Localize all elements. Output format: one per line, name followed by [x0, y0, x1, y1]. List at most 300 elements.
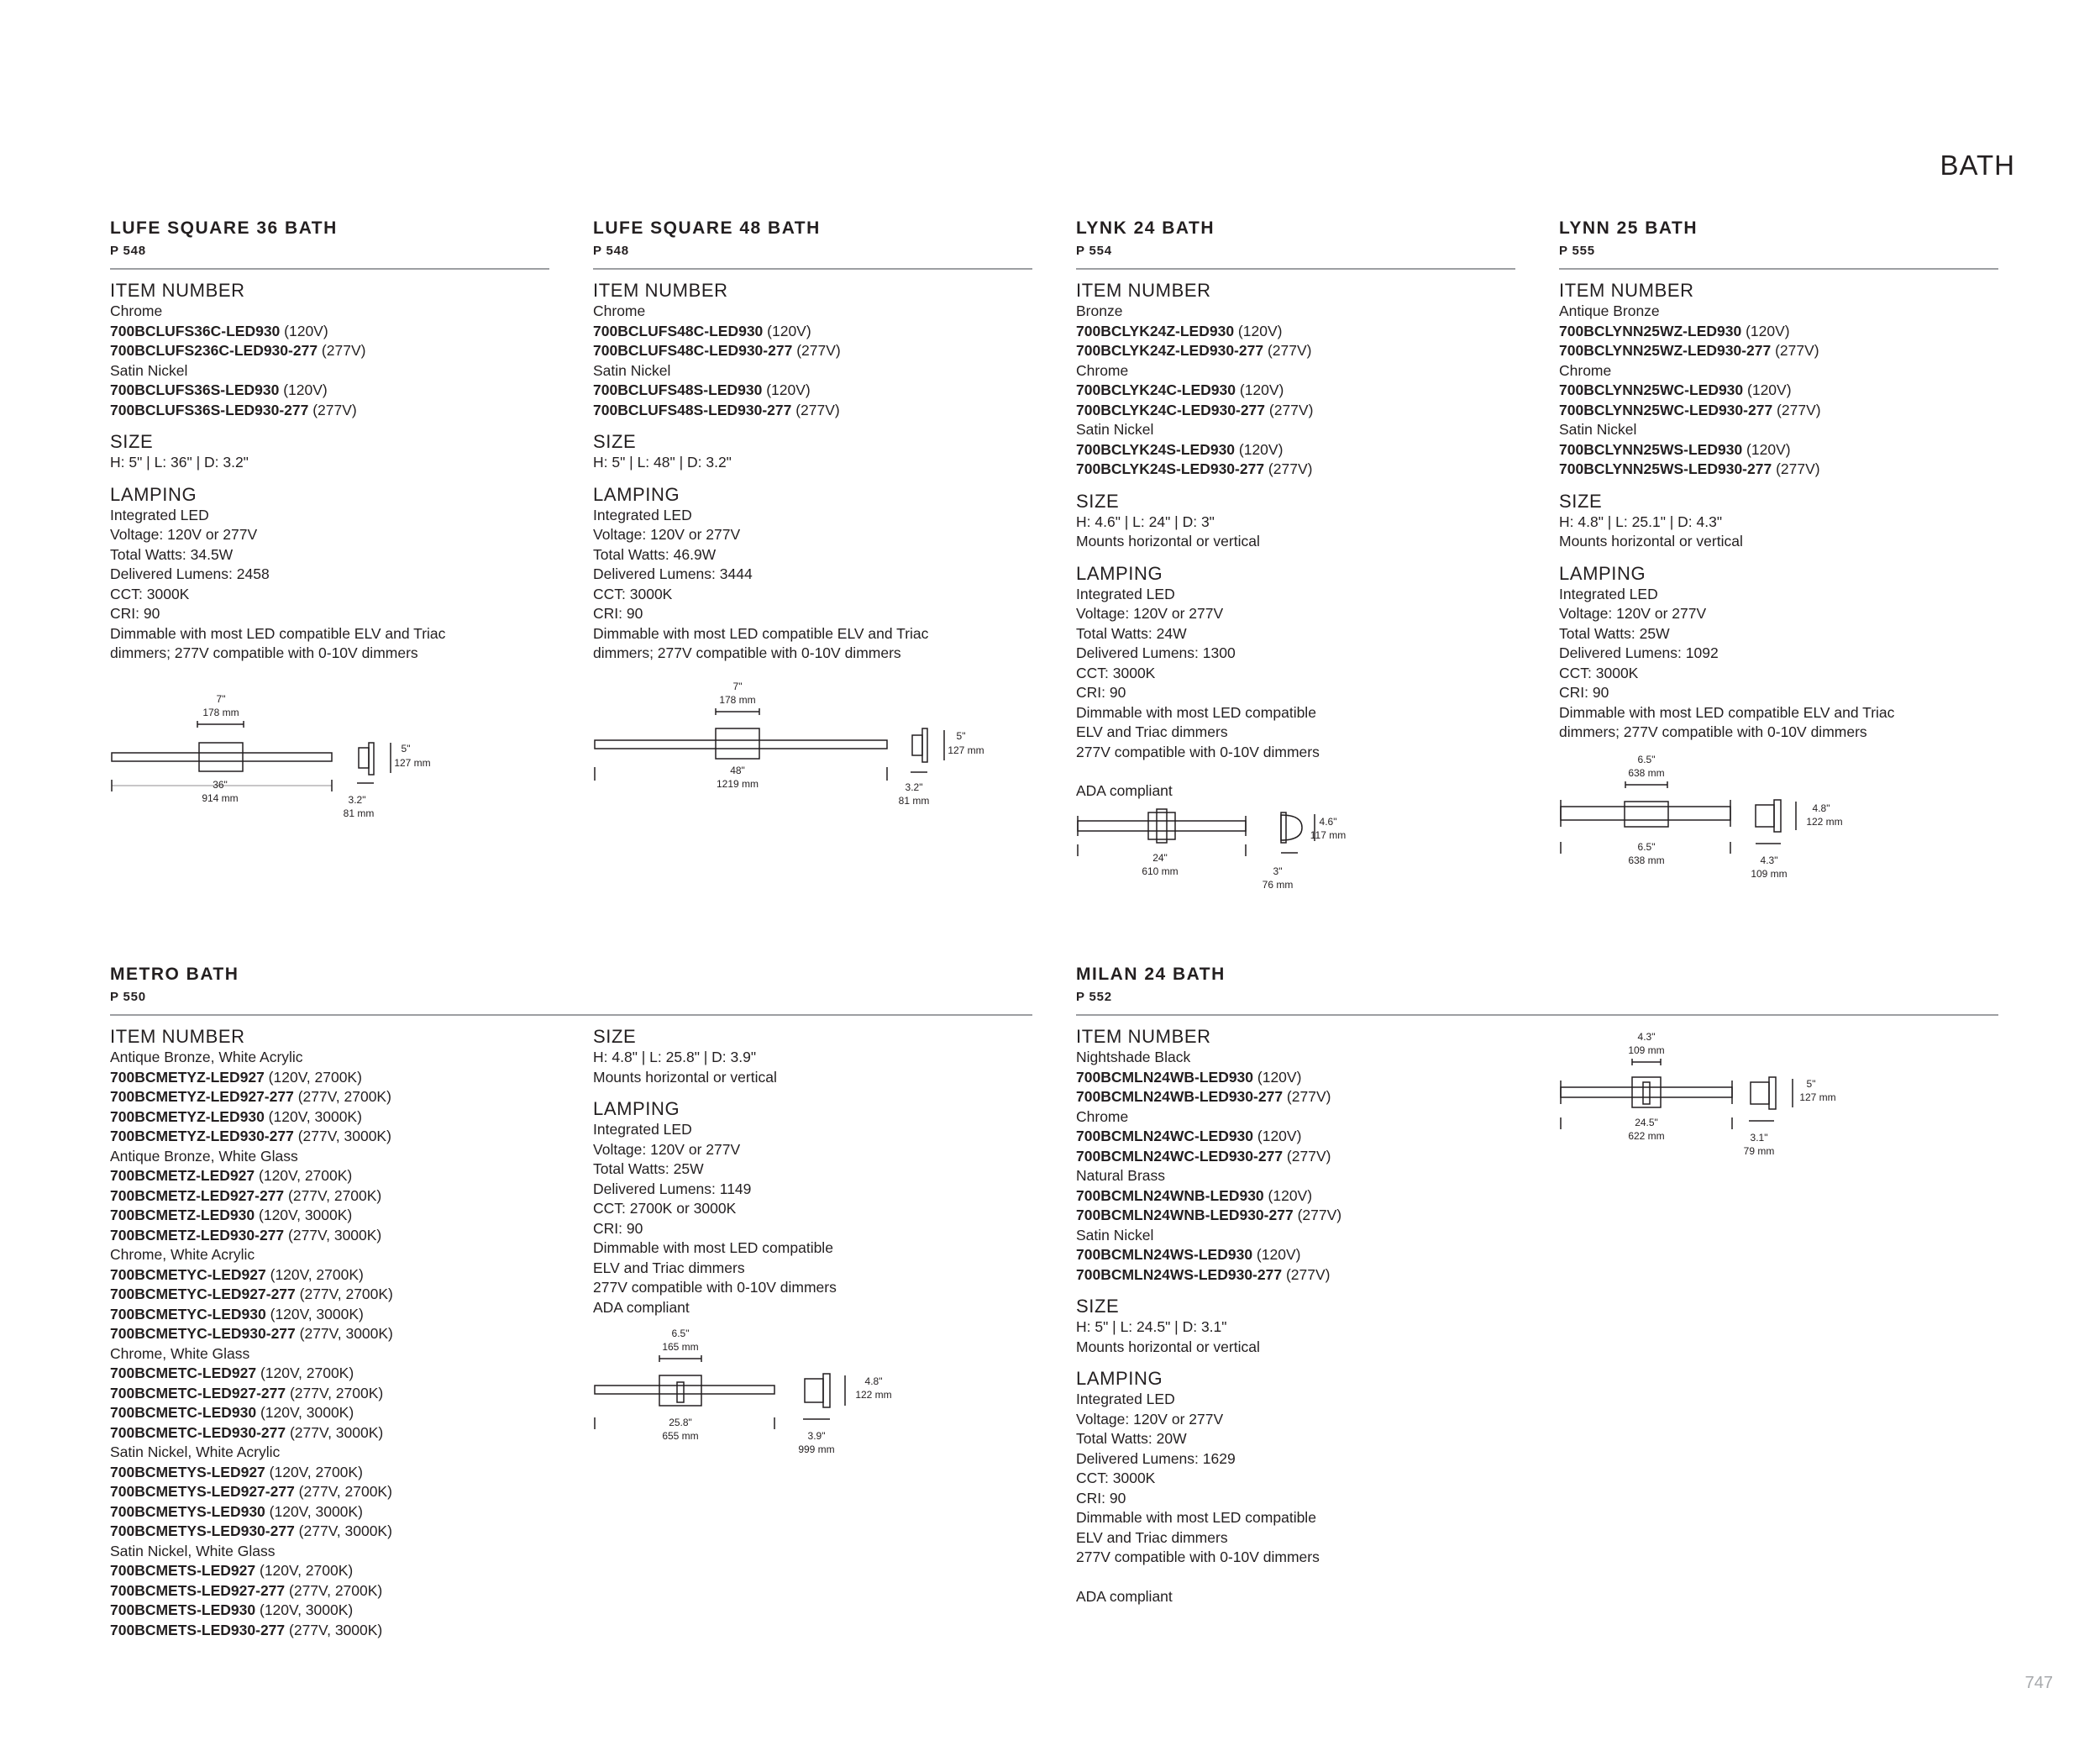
item-spec: (277V) — [1293, 1207, 1342, 1223]
item-list — [110, 302, 549, 420]
dim-depth-inches: 3" — [1273, 865, 1283, 877]
finish-label: Bronze — [1076, 302, 1123, 319]
spec-line: 277V compatible with 0-10V dimmers — [1076, 743, 1320, 760]
item-number-row — [593, 401, 1032, 421]
item-number-row — [593, 341, 1032, 361]
item-code: 700BCMETZ-LED927-277 — [110, 1186, 285, 1204]
spec-line: Voltage: 120V or 277V — [593, 526, 741, 543]
dim-top-inches: 6.5" — [671, 1328, 690, 1339]
finish-label: Satin Nickel — [1559, 421, 1637, 438]
spec-line: Voltage: 120V or 277V — [1076, 1410, 1224, 1428]
item-code: 700BCLUFS36S-LED930 — [110, 381, 280, 398]
item-number-row — [1559, 440, 1998, 460]
item-code: 700BCLYK24S-LED930-277 — [1076, 460, 1265, 477]
spec-line: H: 4.8" | L: 25.8" | D: 3.9" — [593, 1049, 757, 1065]
dim-depth-inches: 4.3" — [1760, 854, 1778, 866]
item-number-row — [1076, 381, 1515, 401]
lamping-heading: LAMPING — [1076, 1368, 1163, 1389]
finish-label: Antique Bronze, White Acrylic — [110, 1049, 303, 1065]
dim-length-inches: 25.8" — [669, 1417, 692, 1428]
spec-line: ADA compliant — [593, 1298, 690, 1316]
dim-length-mm: 1219 mm — [716, 778, 759, 790]
page-reference: P 548 — [110, 244, 146, 258]
product-name: LUFE SQUARE 36 BATH — [110, 218, 338, 238]
dim-depth-inches: 3.1" — [1750, 1132, 1768, 1144]
item-number-row — [110, 1305, 593, 1325]
item-number-row — [110, 1206, 593, 1226]
item-number-row — [1559, 401, 1998, 421]
dim-depth-mm: 109 mm — [1751, 868, 1788, 880]
item-code: 700BCMETS-LED927 — [110, 1562, 256, 1579]
item-spec: (277V) — [1265, 401, 1314, 418]
finish-label: Satin Nickel — [110, 361, 188, 379]
item-spec: (120V) — [1253, 1068, 1302, 1086]
item-spec: (120V, 3000K) — [255, 1207, 353, 1223]
spec-line: Voltage: 120V or 277V — [1559, 605, 1707, 622]
item-spec: (277V) — [1282, 1265, 1331, 1283]
spec-line: Voltage: 120V or 277V — [1076, 605, 1224, 622]
item-number-row — [110, 1423, 593, 1443]
item-code: 700BCMETYZ-LED927 — [110, 1068, 265, 1086]
item-code: 700BCMETZ-LED927 — [110, 1167, 255, 1184]
item-spec: (277V) — [1263, 342, 1312, 359]
item-code: 700BCLUFS36S-LED930-277 — [110, 401, 309, 418]
spec-line: H: 5" | L: 48" | D: 3.2" — [593, 454, 732, 471]
size-heading: SIZE — [593, 431, 637, 452]
item-code: 700BCLUFS48C-LED930 — [593, 322, 764, 339]
size-heading: SIZE — [1559, 490, 1603, 512]
item-number-row — [1076, 1245, 1559, 1265]
spec-line: Dimmable with most LED compatible ELV and Triac — [110, 624, 446, 642]
item-spec: (120V, 2700K) — [256, 1365, 354, 1381]
item-code: 700BCMETS-LED927-277 — [110, 1581, 286, 1599]
spec-line: Mounts horizontal or vertical — [1076, 533, 1260, 549]
item-spec: (277V) — [1283, 1088, 1331, 1105]
lamping-heading: LAMPING — [110, 483, 197, 505]
item-code: 700BCMETZ-LED930 — [110, 1207, 255, 1223]
item-code: 700BCMLN24WS-LED930-277 — [1076, 1265, 1283, 1283]
spec-line: Mounts horizontal or vertical — [593, 1068, 777, 1086]
dim-height-mm: 127 mm — [394, 757, 431, 769]
dim-height-inches: 5" — [401, 743, 411, 755]
item-number-row — [110, 1482, 593, 1502]
item-code: 700BCLYNN25WZ-LED930-277 — [1559, 342, 1772, 359]
spec-line: CCT: 3000K — [593, 585, 673, 602]
item-number-row — [110, 1107, 593, 1128]
spec-line: Dimmable with most LED compatible — [1076, 1509, 1316, 1526]
item-number-row — [1076, 1087, 1559, 1107]
spec-line: Total Watts: 46.9W — [593, 545, 717, 563]
item-code: 700BCMETC-LED930 — [110, 1404, 257, 1421]
spec-line: Dimmable with most LED compatible ELV and Triac — [593, 624, 929, 642]
spec-line: CRI: 90 — [1076, 684, 1126, 701]
product-lufe-square-36 — [110, 218, 549, 664]
item-number-row — [110, 1561, 593, 1581]
dim-top-mm: 178 mm — [202, 707, 239, 718]
page-number: 747 — [2024, 1674, 2053, 1692]
spec-line: Dimmable with most LED compatible — [1076, 703, 1316, 721]
spec-line: Delivered Lumens: 3444 — [593, 565, 753, 582]
item-number-row — [110, 1166, 593, 1186]
item-code: 700BCLYK24C-LED930 — [1076, 381, 1236, 398]
item-code: 700BCMETYS-LED927 — [110, 1463, 265, 1480]
item-number-row — [110, 1621, 593, 1641]
ada-note: ADA compliant — [1076, 782, 1173, 799]
item-spec: (120V) — [1263, 1186, 1313, 1204]
size-list — [110, 453, 549, 473]
spec-line: H: 4.8" | L: 25.1" | D: 4.3" — [1559, 513, 1723, 530]
size-list — [593, 1048, 1030, 1087]
item-spec: (277V) — [792, 342, 841, 359]
item-code: 700BCMETYZ-LED927-277 — [110, 1088, 294, 1105]
item-code: 700BCMETYS-LED930 — [110, 1502, 265, 1520]
item-number-row — [110, 1186, 593, 1207]
product-name: LYNN 25 BATH — [1559, 218, 1698, 238]
size-list — [1076, 1317, 1559, 1357]
dim-height-inches: 5" — [956, 730, 966, 742]
spec-line: dimmers; 277V compatible with 0-10V dimmers — [110, 644, 418, 661]
item-code: 700BCMLN24WC-LED930-277 — [1076, 1147, 1284, 1165]
item-code: 700BCMETC-LED930-277 — [110, 1423, 286, 1441]
item-number-row — [110, 1364, 593, 1384]
item-code: 700BCMLN24WB-LED930 — [1076, 1068, 1254, 1086]
item-number-row — [1076, 460, 1515, 480]
item-spec: (277V, 3000K) — [294, 1522, 392, 1539]
spec-line: CCT: 3000K — [1076, 664, 1156, 681]
item-number-row — [110, 1068, 593, 1088]
dim-top-inches: 7" — [732, 681, 743, 692]
spec-line: Voltage: 120V or 277V — [593, 1140, 741, 1158]
finish-label: Chrome — [1076, 1107, 1129, 1125]
spec-line: CCT: 3000K — [110, 585, 190, 602]
item-spec: (120V, 3000K) — [256, 1404, 354, 1421]
item-number-row — [1076, 1265, 1559, 1286]
product-metro — [110, 964, 1032, 1640]
dim-depth-inches: 3.9" — [807, 1430, 826, 1442]
item-spec: (277V) — [1772, 401, 1821, 418]
item-code: 700BCLYNN25WZ-LED930 — [1559, 322, 1742, 339]
spec-line: Dimmable with most LED compatible ELV and Triac — [1559, 703, 1895, 721]
item-code: 700BCLYK24Z-LED930 — [1076, 322, 1235, 339]
spec-line: H: 5" | L: 36" | D: 3.2" — [110, 454, 249, 471]
page-reference: P 548 — [593, 244, 629, 258]
item-code: 700BCLYK24Z-LED930-277 — [1076, 342, 1264, 359]
item-number-row — [1076, 1068, 1559, 1088]
spec-line: dimmers; 277V compatible with 0-10V dimmers — [593, 644, 901, 661]
spec-line: Integrated LED — [593, 1121, 692, 1138]
spec-line: 277V compatible with 0-10V dimmers — [593, 1279, 837, 1296]
spec-line: CRI: 90 — [593, 1219, 643, 1237]
item-spec: (120V) — [1742, 440, 1791, 458]
spec-line: CCT: 2700K or 3000K — [593, 1200, 737, 1217]
page-reference: P 554 — [1076, 244, 1112, 258]
dim-length-mm: 655 mm — [662, 1430, 699, 1442]
item-number-row — [110, 1502, 593, 1522]
item-number-row — [1076, 401, 1515, 421]
item-code: 700BCLYNN25WC-LED930 — [1559, 381, 1744, 398]
item-spec: (120V) — [1235, 440, 1284, 458]
item-number-heading: ITEM NUMBER — [1076, 280, 1211, 301]
size-heading: SIZE — [110, 431, 154, 452]
finish-label: Satin Nickel, White Acrylic — [110, 1443, 281, 1460]
item-code: 700BCMLN24WS-LED930 — [1076, 1246, 1253, 1263]
item-number-row — [110, 381, 549, 401]
item-number-row — [110, 1522, 593, 1542]
spec-line: Total Watts: 20W — [1076, 1430, 1187, 1447]
dim-depth-inches: 3.2" — [348, 794, 366, 806]
dim-height-inches: 5" — [1806, 1078, 1816, 1090]
dim-top-inches: 7" — [216, 693, 226, 705]
item-code: 700BCLUFS48C-LED930-277 — [593, 342, 793, 359]
lamping-list — [1076, 585, 1515, 763]
item-spec: (120V) — [763, 322, 811, 339]
dim-length-inches: 6.5" — [1637, 841, 1656, 853]
spec-line: ELV and Triac dimmers — [1076, 723, 1228, 740]
spec-line: CRI: 90 — [110, 605, 160, 622]
item-number-row — [110, 1087, 593, 1107]
dim-depth-inches: 3.2" — [905, 781, 923, 793]
dim-top-mm: 178 mm — [719, 694, 756, 706]
dim-depth-mm: 81 mm — [343, 807, 375, 819]
item-number-heading: ITEM NUMBER — [1076, 1026, 1211, 1047]
spec-line: Integrated LED — [1076, 1391, 1175, 1407]
spec-line: dimmers; 277V compatible with 0-10V dimmers — [1559, 723, 1867, 740]
dim-height-mm: 127 mm — [1799, 1091, 1836, 1103]
spec-line: Mounts horizontal or vertical — [1559, 533, 1743, 549]
dim-top-mm: 165 mm — [662, 1341, 699, 1353]
item-spec: (120V) — [1743, 381, 1792, 398]
item-number-row — [110, 1265, 593, 1286]
item-spec: (120V) — [1252, 1246, 1301, 1263]
item-spec: (120V) — [1236, 381, 1284, 398]
item-number-row — [1076, 1147, 1559, 1167]
dim-length-mm: 622 mm — [1628, 1130, 1665, 1142]
item-spec: (277V, 2700K) — [294, 1483, 392, 1500]
page-reference: P 555 — [1559, 244, 1595, 258]
dim-length-inches: 24.5" — [1635, 1117, 1658, 1128]
size-list — [1559, 513, 1998, 552]
dim-height-inches: 4.8" — [1812, 802, 1830, 814]
item-code: 700BCLYNN25WS-LED930-277 — [1559, 460, 1772, 477]
finish-label: Satin Nickel — [593, 361, 671, 379]
dim-length-inches: 24" — [1152, 852, 1168, 864]
item-spec: (277V) — [791, 401, 840, 418]
item-spec: (120V) — [1234, 322, 1283, 339]
spec-line: Total Watts: 24W — [1076, 624, 1187, 642]
item-number-row — [110, 341, 549, 361]
finish-label: Chrome — [593, 302, 646, 319]
spec-line: 277V compatible with 0-10V dimmers — [1076, 1549, 1320, 1565]
product-name: METRO BATH — [110, 965, 239, 984]
item-number-row — [1559, 381, 1998, 401]
spec-line: Total Watts: 25W — [593, 1160, 704, 1177]
page-reference: P 552 — [1076, 990, 1112, 1004]
dim-length-inches: 48" — [730, 765, 745, 776]
item-spec: (277V) — [1283, 1147, 1331, 1165]
item-code: 700BCMETYC-LED930 — [110, 1305, 266, 1322]
item-spec: (277V) — [1772, 460, 1820, 477]
item-number-row — [110, 1285, 593, 1305]
item-code: 700BCMETC-LED927 — [110, 1365, 257, 1381]
item-spec: (120V) — [1253, 1128, 1302, 1144]
product-name: MILAN 24 BATH — [1076, 965, 1226, 984]
item-spec: (277V, 2700K) — [285, 1581, 383, 1599]
item-code: 700BCMETS-LED930-277 — [110, 1621, 286, 1638]
item-code: 700BCLYK24C-LED930-277 — [1076, 401, 1266, 418]
spec-line: CCT: 3000K — [1559, 664, 1639, 681]
item-spec: (120V, 2700K) — [265, 1265, 364, 1283]
item-code: 700BCMLN24WNB-LED930 — [1076, 1186, 1264, 1204]
item-number-row — [593, 381, 1032, 401]
item-spec: (277V, 3000K) — [293, 1128, 391, 1144]
item-number-row — [110, 1463, 593, 1483]
finish-label: Chrome, White Acrylic — [110, 1246, 255, 1263]
item-spec: (277V, 2700K) — [284, 1186, 382, 1204]
item-number-row — [110, 1127, 593, 1147]
spec-line: Dimmable with most LED compatible — [593, 1239, 833, 1256]
item-code: 700BCMETYS-LED930-277 — [110, 1522, 295, 1539]
item-code: 700BCMETYC-LED927 — [110, 1265, 266, 1283]
finish-label: Chrome — [1076, 361, 1129, 379]
item-number-row — [1076, 341, 1515, 361]
item-spec: (120V) — [1741, 322, 1790, 339]
finish-label: Satin Nickel, White Glass — [110, 1542, 276, 1559]
lamping-heading: LAMPING — [593, 1098, 680, 1119]
size-heading: SIZE — [593, 1026, 637, 1047]
dim-height-mm: 122 mm — [1806, 816, 1843, 828]
item-number-row — [110, 1226, 593, 1246]
item-spec: (277V) — [308, 401, 357, 418]
item-code: 700BCMLN24WC-LED930 — [1076, 1128, 1254, 1144]
finish-label: Antique Bronze, White Glass — [110, 1147, 298, 1165]
item-code: 700BCLUFS36C-LED930 — [110, 322, 281, 339]
product-lynk-24 — [1076, 218, 1515, 802]
spec-line: H: 4.6" | L: 24" | D: 3" — [1076, 513, 1215, 530]
item-spec: (277V, 2700K) — [286, 1384, 384, 1401]
spec-line: CRI: 90 — [1076, 1489, 1126, 1506]
item-code: 700BCMETYZ-LED930 — [110, 1107, 265, 1125]
spec-line: H: 5" | L: 24.5" | D: 3.1" — [1076, 1318, 1227, 1335]
item-spec: (277V, 2700K) — [295, 1286, 393, 1302]
item-spec: (120V, 3000K) — [265, 1305, 364, 1322]
item-spec: (277V, 3000K) — [284, 1226, 382, 1244]
item-spec: (120V) — [279, 381, 328, 398]
item-spec: (277V) — [1771, 342, 1819, 359]
product-name: LYNK 24 BATH — [1076, 218, 1215, 238]
spec-line: Total Watts: 25W — [1559, 624, 1670, 642]
ada-note: ADA compliant — [1076, 1587, 1173, 1605]
item-list — [110, 1048, 593, 1640]
item-spec: (277V, 2700K) — [293, 1088, 391, 1105]
item-number-heading: ITEM NUMBER — [593, 280, 728, 301]
dim-depth-mm: 79 mm — [1743, 1145, 1775, 1157]
dim-top-inches: 6.5" — [1637, 754, 1656, 765]
dim-depth-mm: 81 mm — [898, 795, 930, 807]
spec-line: CRI: 90 — [1559, 684, 1609, 701]
item-spec: (277V, 3000K) — [285, 1621, 383, 1638]
finish-label: Natural Brass — [1076, 1167, 1166, 1184]
item-spec: (120V, 3000K) — [264, 1107, 362, 1125]
dim-top-mm: 638 mm — [1628, 767, 1665, 779]
item-number-row — [110, 401, 549, 421]
item-code: 700BCMETC-LED927-277 — [110, 1384, 286, 1401]
size-list — [1076, 513, 1515, 552]
dim-top-mm: 109 mm — [1628, 1044, 1665, 1056]
finish-label: Nightshade Black — [1076, 1049, 1191, 1065]
item-spec: (120V, 3000K) — [265, 1502, 363, 1520]
spec-line: Delivered Lumens: 1300 — [1076, 644, 1236, 661]
item-code: 700BCLYNN25WS-LED930 — [1559, 440, 1743, 458]
finish-label: Chrome, White Glass — [110, 1344, 250, 1362]
item-spec: (120V) — [762, 381, 811, 398]
dim-length-mm: 914 mm — [202, 792, 239, 804]
item-spec: (120V) — [280, 322, 328, 339]
size-heading: SIZE — [1076, 1296, 1120, 1317]
dim-depth-mm: 999 mm — [798, 1443, 835, 1455]
dim-length-inches: 36" — [213, 779, 228, 791]
spec-line: Delivered Lumens: 2458 — [110, 565, 270, 582]
lamping-list — [1076, 1390, 1559, 1568]
page-reference: P 550 — [110, 990, 146, 1004]
dim-height-mm: 117 mm — [1310, 829, 1347, 841]
lamping-heading: LAMPING — [1076, 562, 1163, 584]
item-number-row — [593, 322, 1032, 342]
lamping-list — [1559, 585, 1998, 743]
product-lynn-25 — [1559, 218, 1998, 743]
item-number-row — [110, 322, 549, 342]
item-code: 700BCLYNN25WC-LED930-277 — [1559, 401, 1773, 418]
item-code: 700BCLUFS236C-LED930-277 — [110, 342, 318, 359]
item-code: 700BCLYK24S-LED930 — [1076, 440, 1236, 458]
dimension-drawing-metro — [588, 1323, 941, 1466]
dim-top-inches: 4.3" — [1637, 1031, 1656, 1043]
spec-line: Delivered Lumens: 1092 — [1559, 644, 1719, 661]
size-list — [593, 453, 1032, 473]
item-number-row — [110, 1324, 593, 1344]
product-lufe-square-48 — [593, 218, 1032, 664]
item-code: 700BCMLN24WNB-LED930-277 — [1076, 1207, 1294, 1223]
lamping-heading: LAMPING — [593, 483, 680, 505]
dim-depth-mm: 76 mm — [1262, 879, 1294, 891]
spec-line: Integrated LED — [1076, 585, 1175, 602]
item-spec: (277V) — [1264, 460, 1313, 477]
item-code: 700BCMETZ-LED930-277 — [110, 1226, 285, 1244]
item-spec: (120V, 3000K) — [255, 1601, 354, 1618]
item-number-row — [1559, 322, 1998, 342]
spec-line: Mounts horizontal or vertical — [1076, 1338, 1260, 1355]
lamping-list — [593, 1120, 1030, 1317]
item-code: 700BCLUFS48S-LED930-277 — [593, 401, 792, 418]
item-number-row — [110, 1403, 593, 1423]
item-list — [1076, 1048, 1559, 1285]
spec-line: CCT: 3000K — [1076, 1470, 1156, 1486]
item-code: 700BCMETYC-LED930-277 — [110, 1325, 296, 1342]
item-code: 700BCMETYC-LED927-277 — [110, 1286, 296, 1302]
item-spec: (120V, 2700K) — [255, 1167, 353, 1184]
spec-line: ELV and Triac dimmers — [593, 1259, 745, 1276]
item-code: 700BCMETYS-LED927-277 — [110, 1483, 295, 1500]
item-number-row — [1559, 341, 1998, 361]
spec-line: Integrated LED — [1559, 585, 1658, 602]
item-spec: (277V) — [318, 342, 366, 359]
item-spec: (120V, 2700K) — [264, 1068, 362, 1086]
item-number-row — [110, 1601, 593, 1621]
lamping-list — [110, 506, 549, 664]
item-list — [593, 302, 1032, 420]
lamping-heading: LAMPING — [1559, 562, 1646, 584]
dim-length-mm: 610 mm — [1142, 865, 1179, 877]
finish-label: Satin Nickel — [1076, 1226, 1154, 1244]
